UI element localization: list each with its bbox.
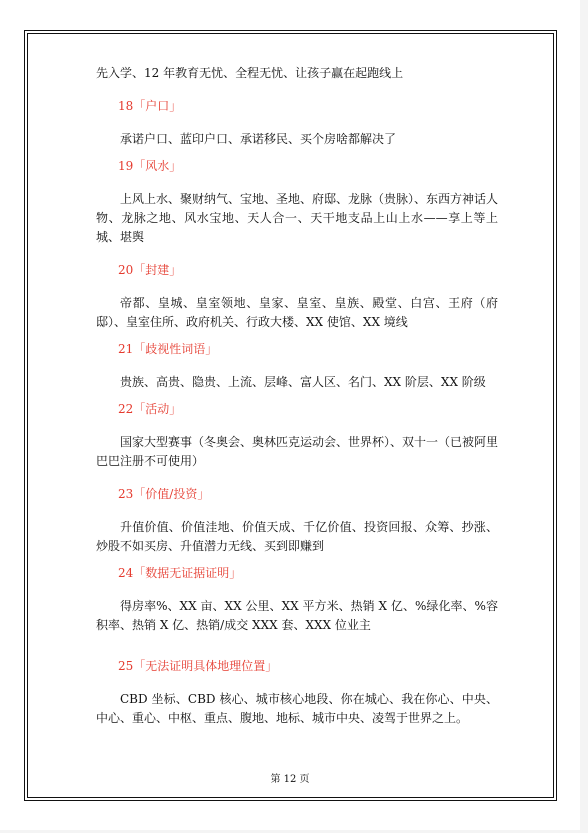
section-19-body: 上风上水、聚财纳气、宝地、圣地、府邸、龙脉（贵脉）、东西方神话人物、龙脉之地、风水宝地、天人合一、天干地支品上山上水——享上等上城、堪舆 bbox=[96, 192, 499, 244]
section-20-heading: 20「封建」 bbox=[118, 263, 182, 277]
page-number: 第 12 页 bbox=[270, 774, 310, 785]
section-22-body: 国家大型赛事（冬奥会、奥林匹克运动会、世界杯）、双十一（已被阿里巴巴注册不可使用） bbox=[96, 435, 499, 468]
section-18-body: 承诺户口、蓝印户口、承诺移民、买个房啥都解决了 bbox=[120, 132, 397, 146]
section-21-body: 贵族、高贵、隐贵、上流、层峰、富人区、名门、XX 阶层、XX 阶级 bbox=[120, 375, 486, 389]
section-23-heading: 23「价值/投资」 bbox=[118, 487, 210, 501]
section-23-body: 升值价值、价值洼地、价值天成、千亿价值、投资回报、众筹、抄涨、炒股不如买房、升值潜力无线、买到即赚到 bbox=[96, 520, 498, 553]
section-24-body: 得房率%、XX 亩、XX 公里、XX 平方米、热销 X 亿、%绿化率、%容积率、热销 X 亿、热销/成交 XXX 套、XXX 位业主 bbox=[96, 599, 498, 632]
section-25-heading: 25「无法证明具体地理位置」 bbox=[118, 659, 278, 673]
section-24-heading: 24「数据无证据证明」 bbox=[118, 566, 242, 580]
page-content bbox=[96, 64, 498, 728]
section-20-body: 帝都、皇城、皇室领地、皇家、皇室、皇族、殿堂、白宫、王府（府邸）、皇室住所、政府机关、行政大楼、XX 使馆、XX 境线 bbox=[96, 296, 498, 329]
section-21-heading: 21「歧视性词语」 bbox=[118, 342, 218, 356]
section-18-heading: 18「户口」 bbox=[118, 99, 182, 113]
intro-line: 先入学、12 年教育无忧、全程无忧、让孩子赢在起跑线上 bbox=[96, 66, 404, 80]
section-25-body: CBD 坐标、CBD 核心、城市核心地段、你在城心、我在你心、中央、中心、重心、中枢、重点、腹地、地标、城市中央、凌驾于世界之上。 bbox=[96, 692, 498, 725]
section-19-heading: 19「风水」 bbox=[118, 159, 182, 173]
section-22-heading: 22「活动」 bbox=[118, 402, 182, 416]
